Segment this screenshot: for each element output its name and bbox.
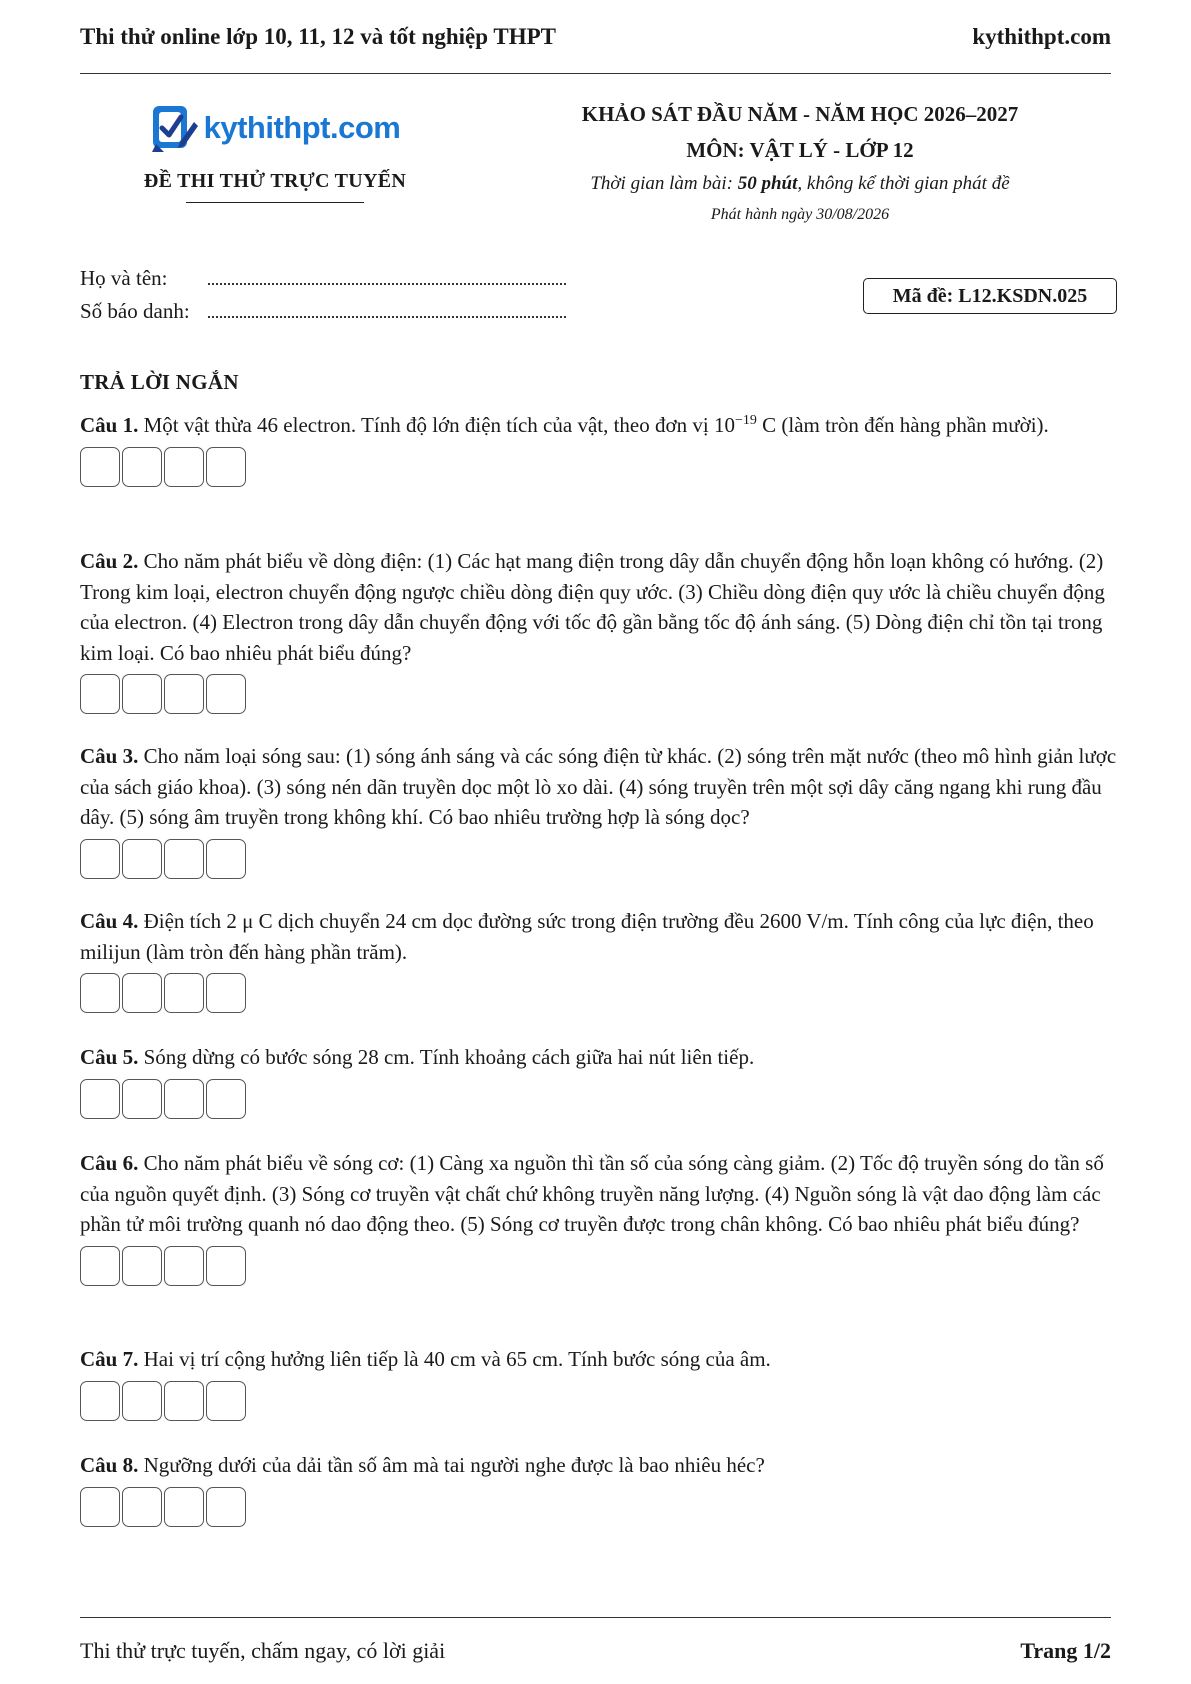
question-body: Hai vị trí cộng hưởng liên tiếp là 40 cm và 65 cm. Tính bước sóng của âm.	[138, 1347, 771, 1371]
question-label: Câu 8.	[80, 1453, 139, 1477]
question-2	[80, 546, 1120, 714]
question-1	[80, 410, 1120, 487]
answer-box[interactable]	[206, 1381, 246, 1421]
question-body: Điện tích 2 μ C dịch chuyển 24 cm dọc đường sức trong điện trường đều 2600 V/m. Tính công của lực điện, theo milijun (làm tròn đến hàng phần trăm).	[80, 909, 1094, 964]
question-text	[80, 546, 1120, 668]
answer-boxes	[80, 1487, 1120, 1527]
answer-box[interactable]	[80, 674, 120, 714]
logo-block	[130, 100, 420, 210]
answer-box[interactable]	[164, 1381, 204, 1421]
answer-boxes	[80, 1381, 1120, 1421]
answer-box[interactable]	[80, 447, 120, 487]
question-body: Một vật thừa 46 electron. Tính độ lớn điện tích của vật, theo đơn vị 10	[138, 413, 735, 437]
question-label: Câu 7.	[80, 1347, 139, 1371]
question-text	[80, 1450, 1120, 1481]
question-label: Câu 5.	[80, 1045, 139, 1069]
exam-info	[520, 96, 1080, 230]
answer-boxes	[80, 674, 1120, 714]
answer-box[interactable]	[164, 1079, 204, 1119]
answer-box[interactable]	[206, 1487, 246, 1527]
answer-box[interactable]	[206, 1246, 246, 1286]
answer-box[interactable]	[122, 674, 162, 714]
question-label: Câu 4.	[80, 909, 139, 933]
answer-boxes	[80, 839, 1120, 879]
answer-boxes	[80, 1246, 1120, 1286]
answer-box[interactable]	[206, 839, 246, 879]
answer-box[interactable]	[122, 1381, 162, 1421]
question-text	[80, 906, 1120, 967]
answer-box[interactable]	[164, 839, 204, 879]
answer-boxes	[80, 973, 1120, 1013]
question-3	[80, 741, 1120, 879]
question-6	[80, 1148, 1120, 1286]
question-4	[80, 906, 1120, 1013]
answer-box[interactable]	[80, 1246, 120, 1286]
exam-subject: MÔN: VẬT LÝ - LỚP 12	[686, 138, 914, 162]
answer-boxes	[80, 1079, 1120, 1119]
answer-box[interactable]	[122, 1079, 162, 1119]
question-body: Cho năm phát biểu về sóng cơ: (1) Càng xa nguồn thì tần số của sóng càng giảm. (2) Tốc độ truyền sóng do tần số của nguồn quyết định. (3) Sóng cơ truyền vật chất chứ không truyền năng lượng. (4) Nguồn sóng là vật dao động làm các phần tử môi trường quanh nó dao động theo. (5) Sóng cơ truyền được trong chân không. Có bao nhiêu phát biểu đúng?	[80, 1151, 1104, 1236]
answer-box[interactable]	[164, 973, 204, 1013]
answer-box[interactable]	[122, 1487, 162, 1527]
logo-tagline: ĐỀ THI THỬ TRỰC TUYẾN	[143, 170, 407, 192]
question-label: Câu 2.	[80, 549, 139, 573]
question-text	[80, 1344, 1120, 1375]
page-footer	[80, 1636, 1111, 1666]
answer-box[interactable]	[206, 674, 246, 714]
question-text	[80, 741, 1120, 833]
question-text	[80, 410, 1120, 441]
question-7	[80, 1344, 1120, 1421]
answer-box[interactable]	[206, 973, 246, 1013]
answer-box[interactable]	[80, 1079, 120, 1119]
exam-duration	[520, 168, 1080, 200]
exam-time-suffix: , không kể thời gian phát đề	[797, 173, 1010, 194]
logo-wordmark	[204, 110, 401, 146]
exam-code-badge: Mã đề: L12.KSDN.025	[863, 278, 1117, 314]
footer-text: Thi thử trực tuyến, chấm ngay, có lời giải	[80, 1638, 446, 1663]
footer-divider	[80, 1617, 1111, 1618]
tagline-underline	[186, 202, 364, 203]
question-text	[80, 1042, 1120, 1073]
answer-box[interactable]	[80, 839, 120, 879]
answer-box[interactable]	[80, 1381, 120, 1421]
candidate-name-field[interactable]	[208, 269, 566, 285]
page-number: Trang 1/2	[1020, 1638, 1111, 1663]
header-site[interactable]: kythithpt.com	[972, 24, 1111, 49]
answer-box[interactable]	[206, 1079, 246, 1119]
question-5	[80, 1042, 1120, 1119]
candidate-name-row	[80, 266, 566, 291]
answer-box[interactable]	[164, 1487, 204, 1527]
answer-box[interactable]	[122, 1246, 162, 1286]
header-divider	[80, 73, 1111, 74]
page-header	[80, 22, 1111, 52]
question-label: Câu 1.	[80, 413, 139, 437]
answer-box[interactable]	[80, 1487, 120, 1527]
question-body-end: C (làm tròn đến hàng phần mười).	[756, 413, 1049, 437]
answer-box[interactable]	[164, 1246, 204, 1286]
header-title: Thi thử online lớp 10, 11, 12 và tốt nghiệp THPT	[80, 24, 556, 49]
pencil-checkmark-logo-icon	[150, 102, 200, 154]
answer-box[interactable]	[164, 674, 204, 714]
question-body: Cho năm phát biểu về dòng điện: (1) Các hạt mang điện trong dây dẫn chuyển động hỗn loạn không có hướng. (2) Trong kim loại, electron chuyển động ngược chiều dòng điện quy ước. (3) Chiều dòng điện quy ước là chiều chuyển động của electron. (4) Electron trong dây dẫn chuyển động với tốc độ gần bằng tốc độ ánh sáng. (5) Dòng điện chỉ tồn tại trong kim loại. Có bao nhiêu phát biểu đúng?	[80, 549, 1105, 665]
answer-box[interactable]	[122, 839, 162, 879]
question-8	[80, 1450, 1120, 1527]
answer-box[interactable]	[122, 447, 162, 487]
logo-suffix: thpt.com	[273, 110, 401, 145]
exam-title: KHẢO SÁT ĐẦU NĂM - NĂM HỌC 2026–2027	[581, 102, 1019, 126]
question-label: Câu 3.	[80, 744, 139, 768]
answer-box[interactable]	[122, 973, 162, 1013]
question-label: Câu 6.	[80, 1151, 139, 1175]
answer-box[interactable]	[206, 447, 246, 487]
question-text	[80, 1148, 1120, 1240]
answer-box[interactable]	[80, 973, 120, 1013]
exam-release-date: Phát hành ngày 30/08/2026	[710, 206, 890, 223]
section-title: TRẢ LỜI NGẮN	[80, 370, 239, 394]
exam-time-value: 50 phút	[737, 173, 798, 194]
question-body: Sóng dừng có bước sóng 28 cm. Tính khoảng cách giữa hai nút liên tiếp.	[138, 1045, 755, 1069]
candidate-id-label: Số báo danh:	[80, 299, 190, 323]
logo-prefix: kythi	[203, 110, 274, 145]
candidate-id-row	[80, 299, 566, 324]
answer-box[interactable]	[164, 447, 204, 487]
question-body: Cho năm loại sóng sau: (1) sóng ánh sáng và các sóng điện từ khác. (2) sóng trên mặt nước (theo mô hình giản lược của sách giáo khoa). (3) sóng nén dãn truyền dọc một lò xo dài. (4) sóng truyền trên một sợi dây căng ngang khi rung đầu dây. (5) sóng âm truyền trong không khí. Có bao nhiêu trường hợp là sóng dọc?	[80, 744, 1117, 829]
candidate-name-label: Họ và tên:	[80, 266, 168, 290]
candidate-id-field[interactable]	[208, 302, 566, 318]
answer-boxes	[80, 447, 1120, 487]
exam-time-prefix: Thời gian làm bài:	[590, 173, 738, 194]
question-body: Ngưỡng dưới của dải tần số âm mà tai người nghe được là bao nhiêu héc?	[138, 1453, 765, 1477]
question-exponent: −19	[734, 413, 757, 428]
